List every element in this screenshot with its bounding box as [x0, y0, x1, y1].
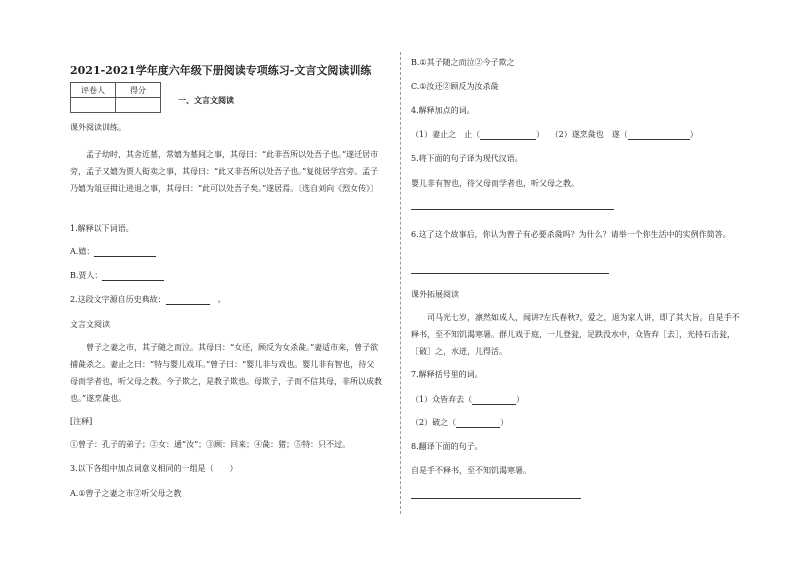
question-1a-label: A.嬉： [70, 247, 95, 256]
answer-line-5[interactable] [411, 209, 614, 210]
question-8-sentence: 自是手不释书，至不知饥渴寒暑。 [411, 466, 531, 475]
question-4-2-label: （2）遂烹彘也 遂（ [550, 130, 628, 139]
score-table-cell-score[interactable] [116, 98, 161, 113]
page-title: 2021-2021学年度六年级下册阅读专项练习-文言文阅读训练 [70, 64, 372, 77]
question-4-1-label: （1）妻止之 止（ [411, 130, 481, 139]
question-2-label: 2.这段文字源自历史典故： [70, 295, 166, 304]
question-7-1 [411, 395, 524, 405]
answer-blank-1b[interactable] [102, 271, 164, 281]
passage-sima-guang: 司马光七岁，凛然如成人，闻讲?左氏春秋?，爱之，退为家人讲，即了其大旨。自是手不释书，至不知饥渴寒暑。群儿戏于庭，一儿登瓮，足跌没水中，众皆弃［去］，光持石击瓮，［破］之，水迸，儿得活。 [411, 313, 740, 356]
score-table-header-grader: 评卷人 [71, 83, 116, 98]
question-4-2-end: ） [689, 130, 698, 139]
question-1a [70, 247, 156, 257]
answer-line-6[interactable] [411, 273, 609, 274]
answer-blank-7-2[interactable] [456, 418, 500, 428]
answer-blank-4-2[interactable] [628, 130, 690, 140]
question-3-option-c[interactable]: C.①汝还②顾反为汝杀彘 [411, 82, 499, 91]
question-4: 4.解释加点的词。 [411, 106, 475, 115]
question-8: 8.翻译下面的句子。 [411, 442, 483, 451]
question-4-1-end: ） [536, 130, 545, 139]
question-7-1-end: ） [516, 395, 525, 404]
notes-label: [注释] [70, 417, 93, 426]
reading-heading-3: 课外拓展阅读 [411, 290, 459, 299]
question-7-2-label: （2）破之（ [411, 418, 457, 427]
question-5-sentence: 婴儿非有智也，待父母而学者也，听父母之教。 [411, 179, 579, 188]
passage-mencius: 孟子幼时，其舍近墓，常嬉为墓间之事，其母曰：“此非吾所以处吾子也。”遂迁居市旁，孟子又嬉为贾人衒卖之事，其母曰：“此又非吾所以处吾子也。”复徙居学宫旁。孟子乃嬉为俎豆揖让进退之事，其母曰：“此可以处吾子矣。”遂居焉。〔选自刘向《烈女传》〕 [70, 150, 379, 193]
question-3-option-a[interactable]: A.①曾子之妻之市②听父母之教 [70, 489, 182, 498]
question-5: 5.将下面的句子译为现代汉语。 [411, 154, 523, 163]
question-4-items [411, 130, 698, 140]
question-1b [70, 271, 164, 281]
question-1: 1.解释以下词语。 [70, 224, 134, 233]
intro-text: 课外阅读训练。 [70, 123, 126, 132]
column-divider [400, 52, 401, 514]
notes-text: ①曾子：孔子的弟子；②女：通“汝”；③顾：回来；④彘：猪；⑤特：只不过。 [70, 440, 351, 449]
answer-blank-1a[interactable] [94, 247, 156, 257]
answer-blank-7-1[interactable] [472, 395, 516, 405]
score-table-cell-grader[interactable] [71, 98, 116, 113]
answer-line-8[interactable] [411, 498, 581, 499]
score-table-header-score: 得分 [116, 83, 161, 98]
question-7: 7.解释括号里的词。 [411, 370, 483, 379]
question-7-2-end: ） [500, 418, 509, 427]
question-3: 3.以下各组中加点词意义相同的一组是（ ） [70, 464, 238, 473]
answer-blank-4-1[interactable] [480, 130, 536, 140]
question-3-option-b[interactable]: B.①其子随之而泣②今子欺之 [411, 58, 515, 67]
answer-blank-2[interactable] [166, 295, 210, 305]
passage-zengzi: 曾子之妻之市，其子随之而泣。其母曰：“女还，顾反为女杀彘。”妻适市来，曾子欲捕彘杀之。妻止之曰：“特与婴儿戏耳。”曾子曰：“婴儿非与戏也。婴儿非有智也，待父母而学者也，听父母之教。今子欺之，是教子欺也。母欺子，子而不信其母，非所以成教也。”遂烹彘也。 [70, 343, 382, 403]
reading-heading-2: 文言文阅读 [70, 320, 110, 329]
question-2-end: 。 [217, 295, 226, 304]
question-7-2 [411, 418, 508, 428]
question-1b-label: B.贾人： [70, 271, 103, 280]
section-heading: 一、文言文阅读 [178, 95, 234, 105]
score-table [70, 82, 161, 113]
question-2 [70, 295, 226, 305]
question-6: 6.这了这个故事后，你认为曾子有必要杀彘吗？为什么？请举一个你生活中的实例作简答。 [411, 230, 731, 239]
question-7-1-label: （1）众皆弃去（ [411, 395, 473, 404]
